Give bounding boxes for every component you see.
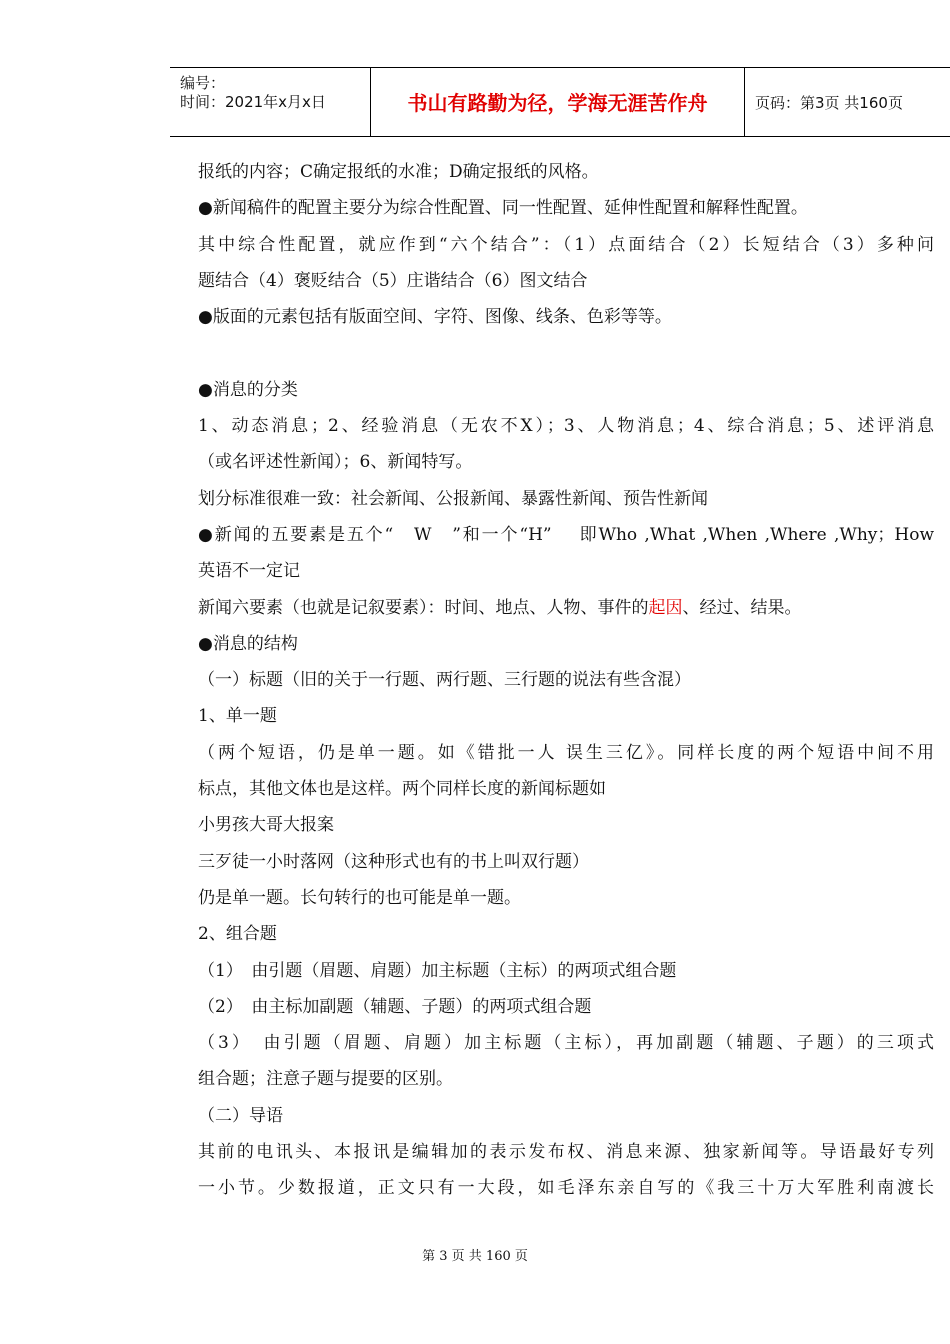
text-line: ●消息的分类 xyxy=(198,379,298,400)
text-line: ●消息的结构 xyxy=(198,633,298,654)
elements-highlight: 起因 xyxy=(648,597,683,618)
header-page-label: 页码：第3页 共160页 xyxy=(755,94,903,112)
text-line: 组合题；注意子题与提要的区别。 xyxy=(198,1069,453,1090)
text-line: （或名评述性新闻）；6、新闻特写。 xyxy=(198,452,473,473)
text-line: （3） 由引题（眉题、肩题）加主标题（主标），再加副题（辅题、子题）的三项式 xyxy=(198,1033,934,1054)
elements-before: 新闻六要素（也就是记叙要素）：时间、地点、人物、事件的 xyxy=(198,597,649,618)
text-line: （1） 由引题（眉题、肩题）加主标题（主标）的两项式组合题 xyxy=(198,960,677,981)
text-line: ●新闻的五要素是五个“ W ”和一个“H” 即Who ,What ,When ,Where ,Why；How xyxy=(198,524,934,545)
text-line: （2） 由主标加副题（辅题、子题）的两项式组合题 xyxy=(198,996,592,1017)
header-meta xyxy=(170,68,371,136)
text-line: 三歹徒一小时落网（这种形式也有的书上叫双行题） xyxy=(198,851,589,872)
header-motto: 书山有路勤为径，学海无涯苦作舟 xyxy=(371,68,745,136)
document-body xyxy=(198,154,934,1207)
text-line: 一小节。少数报道，正文只有一大段，如毛泽东亲自写的《我三十万大军胜利南渡长 xyxy=(198,1178,934,1199)
elements-line xyxy=(198,590,934,626)
text-line: 题结合（4）褒贬结合（5）庄谐结合（6）图文结合 xyxy=(198,270,588,291)
text-line: 2、组合题 xyxy=(198,924,277,945)
text-line: （两个短语，仍是单一题。如《错批一人 误生三亿》。同样长度的两个短语中间不用 xyxy=(198,742,934,763)
text-line: 报纸的内容；C确定报纸的水准；D确定报纸的风格。 xyxy=(198,162,599,182)
text-line: ●新闻稿件的配置主要分为综合性配置、同一性配置、延伸性配置和解释性配置。 xyxy=(198,198,808,219)
blank-line xyxy=(198,335,934,371)
elements-after: 、经过、结果。 xyxy=(682,597,802,618)
text-line: （一）标题（旧的关于一行题、两行题、三行题的说法有些含混） xyxy=(198,670,691,691)
text-line: 小男孩大哥大报案 xyxy=(198,815,334,836)
text-line: 标点，其他文体也是这样。两个同样长度的新闻标题如 xyxy=(198,779,606,800)
text-line: 划分标准很难一致：社会新闻、公报新闻、暴露性新闻、预告性新闻 xyxy=(198,488,708,509)
time-label: 时间：2021年x月x日 xyxy=(180,93,326,111)
page-header xyxy=(170,67,950,137)
text-line: 英语不一定记 xyxy=(198,561,300,582)
text-line: ●版面的元素包括有版面空间、字符、图像、线条、色彩等等。 xyxy=(198,307,672,328)
text-line: 其中综合性配置，就应作到“六个结合”：（1）点面结合（2）长短结合（3）多种问 xyxy=(198,234,934,255)
page-footer: 第 3 页 共 160 页 xyxy=(422,1249,528,1264)
text-line: 1、动态消息；2、经验消息（无农不X）；3、人物消息；4、综合消息；5、述评消息 xyxy=(198,416,934,437)
text-line: 其前的电讯头、本报讯是编辑加的表示发布权、消息来源、独家新闻等。导语最好专列 xyxy=(198,1142,934,1163)
number-label: 编号： xyxy=(180,74,226,92)
text-line: （二）导语 xyxy=(198,1105,283,1126)
text-line: 仍是单一题。长句转行的也可能是单一题。 xyxy=(198,887,521,908)
text-line: 1、单一题 xyxy=(198,706,277,727)
